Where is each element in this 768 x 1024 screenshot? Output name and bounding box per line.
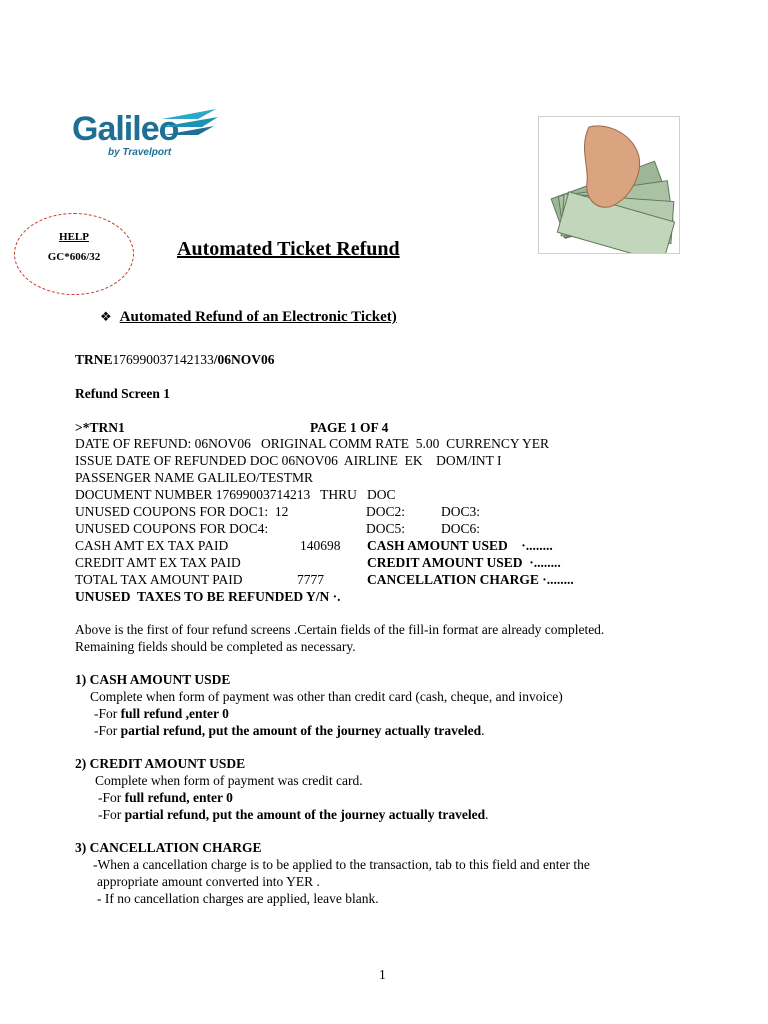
section-2-partial — [98, 806, 489, 823]
screen-page: PAGE 1 OF 4 — [310, 420, 389, 435]
section-2-partial-bold: partial refund, put the amount of the journey actually traveled — [124, 807, 486, 822]
command-suffix: /06NOV06 — [213, 352, 275, 367]
intro-line-1: Above is the first of four refund screens .Certain fields of the fill-in format are already completed. — [75, 622, 605, 637]
refund-screen — [75, 419, 695, 609]
screen-coupons-doc6: DOC6: — [441, 521, 481, 536]
section-2-full-bold: full refund, enter 0 — [124, 790, 233, 805]
command-line — [75, 351, 275, 368]
screen-credit-label: CREDIT AMT EX TAX PAID — [75, 555, 241, 570]
screen-label: Refund Screen 1 — [75, 386, 171, 401]
command-number: 176990037142133 — [112, 352, 214, 367]
section-2-desc: Complete when form of payment was credit card. — [95, 773, 363, 788]
section-1-partial — [94, 722, 485, 739]
screen-trn: >*TRN1 — [75, 420, 125, 435]
section-2-partial-pre: -For — [98, 807, 125, 822]
section-1-partial-bold: partial refund, put the amount of the journey actually traveled — [120, 723, 482, 738]
section-1-partial-post: . — [481, 723, 485, 738]
section-2-partial-post: . — [485, 807, 489, 822]
screen-cash-used-field[interactable]: CASH AMOUNT USED ·........ — [367, 538, 553, 553]
help-badge — [14, 213, 134, 295]
galileo-logo — [72, 105, 222, 165]
screen-line-date: DATE OF REFUND: 06NOV06 ORIGINAL COMM RATE 5.00 CURRENCY YER — [75, 436, 550, 451]
command-prefix: TRNE — [75, 352, 113, 367]
section-3-heading: 3) CANCELLATION CHARGE — [75, 840, 262, 855]
section-1-partial-pre: -For — [94, 723, 121, 738]
section-3-line-2: appropriate amount converted into YER . — [97, 874, 320, 889]
section-1-full-bold: full refund ,enter 0 — [120, 706, 229, 721]
section-1-full-pre: -For — [94, 706, 121, 721]
section-2-heading: 2) CREDIT AMOUNT USDE — [75, 756, 246, 771]
help-title: HELP — [59, 231, 89, 243]
intro-line-2: Remaining fields should be completed as necessary. — [75, 639, 356, 654]
section-1-heading: 1) CASH AMOUNT USDE — [75, 672, 231, 687]
screen-line-issue: ISSUE DATE OF REFUNDED DOC 06NOV06 AIRLINE EK DOM/INT I — [75, 453, 502, 468]
screen-coupons-doc5: DOC5: — [366, 521, 406, 536]
screen-unused-taxes-field[interactable]: UNUSED TAXES TO BE REFUNDED Y/N ·. — [75, 589, 341, 604]
screen-cancel-charge-field[interactable]: CANCELLATION CHARGE ·........ — [367, 572, 574, 587]
page-title: Automated Ticket Refund — [177, 238, 400, 260]
section-subtitle — [100, 309, 397, 326]
logo-tagline: by Travelport — [108, 147, 172, 158]
help-code: GC*606/32 — [47, 251, 101, 263]
subtitle-text: Automated Refund of an Electronic Ticket) — [119, 309, 397, 325]
section-3-line-1: -When a cancellation charge is to be applied to the transaction, tab to this field and enter the — [93, 857, 590, 872]
screen-line-document: DOCUMENT NUMBER 17699003714213 THRU DOC — [75, 487, 396, 502]
diamond-bullet-icon: ❖ — [100, 310, 112, 325]
section-2-full — [98, 789, 233, 806]
screen-cash-value: 140698 — [300, 538, 341, 553]
screen-coupons-doc3: DOC3: — [441, 504, 481, 519]
section-3-line-3: - If no cancellation charges are applied, leave blank. — [97, 891, 379, 906]
section-1-full — [94, 705, 229, 722]
section-1-desc: Complete when form of payment was other than credit card (cash, cheque, and invoice) — [90, 689, 563, 704]
screen-coupons-doc1: UNUSED COUPONS FOR DOC1: 12 — [75, 504, 289, 519]
page-number: 1 — [379, 967, 386, 982]
money-hand-image — [538, 116, 680, 254]
screen-tax-label: TOTAL TAX AMOUNT PAID — [75, 572, 243, 587]
logo-swoosh-icon — [158, 105, 220, 145]
screen-cash-label: CASH AMT EX TAX PAID — [75, 538, 229, 553]
screen-tax-value: 7777 — [297, 572, 324, 587]
screen-coupons-doc4: UNUSED COUPONS FOR DOC4: — [75, 521, 269, 536]
screen-credit-used-field[interactable]: CREDIT AMOUNT USED ·........ — [367, 555, 561, 570]
screen-coupons-doc2: DOC2: — [366, 504, 406, 519]
section-2-full-pre: -For — [98, 790, 125, 805]
screen-line-passenger: PASSENGER NAME GALILEO/TESTMR — [75, 470, 314, 485]
logo-wordmark: Galileo — [72, 110, 179, 148]
